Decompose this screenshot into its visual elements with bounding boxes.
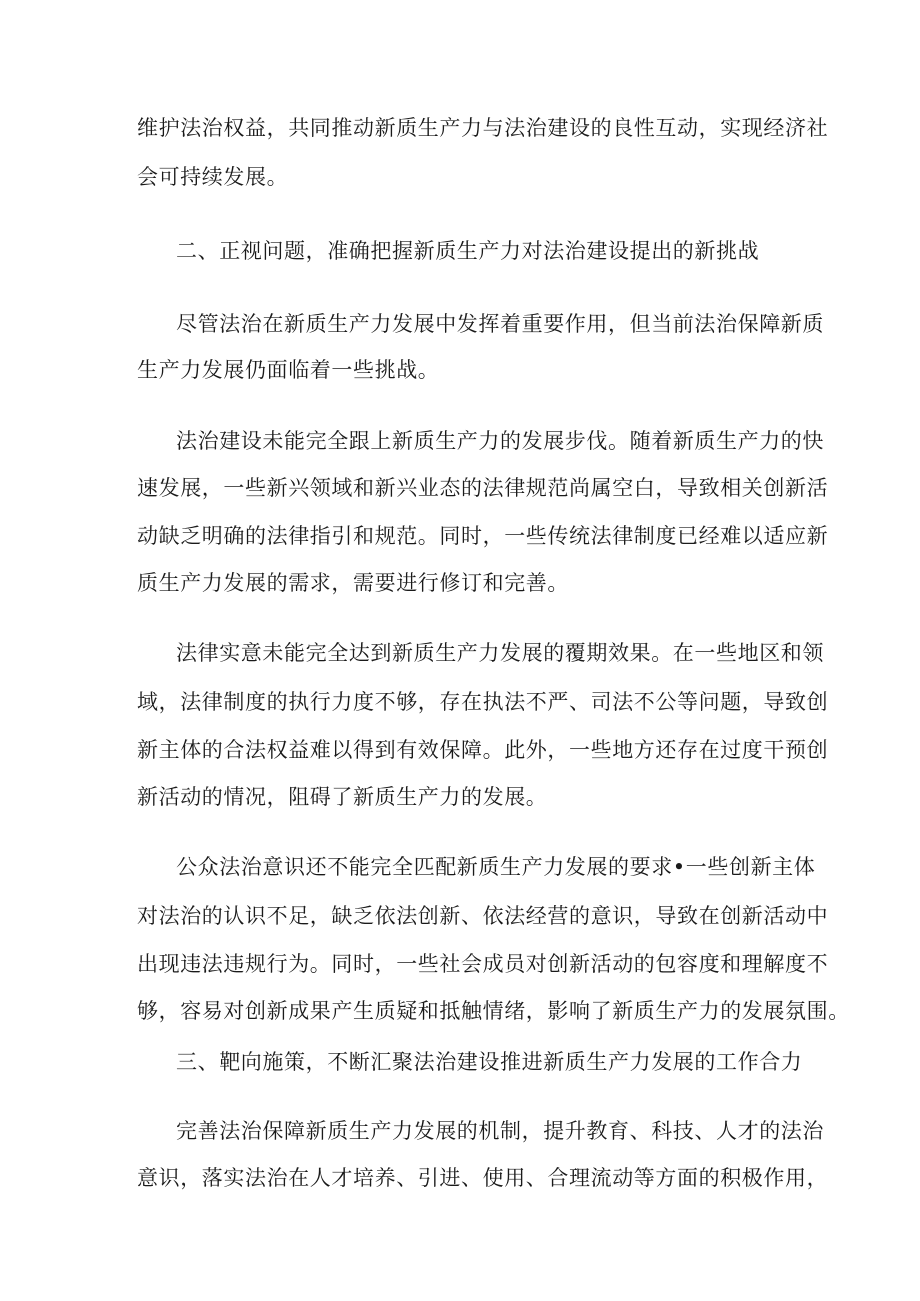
paragraph-2-line-1: 尽管法治在新质生产力发展中发挥着重要作用，但当前法治保障新质 (176, 312, 824, 336)
section-heading-3: 三、靶向施策，不断汇聚法治建设推进新质生产力发展的工作合力 (176, 1050, 803, 1074)
paragraph-2-line-2: 生产力发展仍面临着一些挑战。 (137, 358, 440, 382)
paragraph-5-line-3: 出现违法违规行为。同时，一些社会成员对创新活动的包容度和理解度不 (137, 952, 829, 976)
paragraph-5-line-1: 公众法治意识还不能完全匹配新质生产力发展的要求•一些创新主体 (176, 855, 816, 879)
paragraph-4-line-2: 域，法律制度的执行力度不够，存在执法不严、司法不公等问题，导致创 (137, 690, 829, 714)
paragraph-5-line-2: 对法治的认识不足，缺乏依法创新、依法经营的意识，导致在创新活动中 (137, 904, 829, 928)
paragraph-6-line-2: 意识，落实法治在人才培养、引进、使用、合理流动等方面的积极作用， (137, 1166, 829, 1190)
paragraph-3-line-4: 质生产力发展的需求，需要进行修订和完善。 (137, 571, 569, 595)
paragraph-1-line-1: 维护法治权益，共同推动新质生产力与法治建设的良性互动，实现经济社 (137, 116, 829, 140)
paragraph-4-line-1: 法律实意未能完全达到新质生产力发展的覆期效果。在一些地区和领 (176, 641, 824, 665)
paragraph-5-line-4: 够，容易对创新成果产生质疑和抵触情绪，影响了新质生产力的发展氛围。 (137, 999, 850, 1023)
paragraph-4-line-4: 新活动的情况，阻碍了新质生产力的发展。 (137, 785, 548, 809)
paragraph-4-line-3: 新主体的合法权益难以得到有效保障。此外，一些地方还存在过度干预创 (137, 738, 829, 762)
paragraph-3-line-1: 法治建设未能完全跟上新质生产力的发展步伐。随着新质生产力的快 (176, 429, 824, 453)
paragraph-1-line-2: 会可持续发展。 (137, 165, 289, 189)
section-heading-2: 二、正视问题，准确把握新质生产力对法治建设提出的新挑战 (176, 239, 760, 263)
paragraph-6-line-1: 完善法治保障新质生产力发展的机制，提升教育、科技、人才的法治 (176, 1119, 824, 1143)
paragraph-3-line-3: 动缺乏明确的法律指引和规范。同时，一些传统法律制度已经难以适应新 (137, 524, 829, 548)
paragraph-3-line-2: 速发展，一些新兴领域和新兴业态的法律规范尚属空白，导致相关创新活 (137, 476, 829, 500)
